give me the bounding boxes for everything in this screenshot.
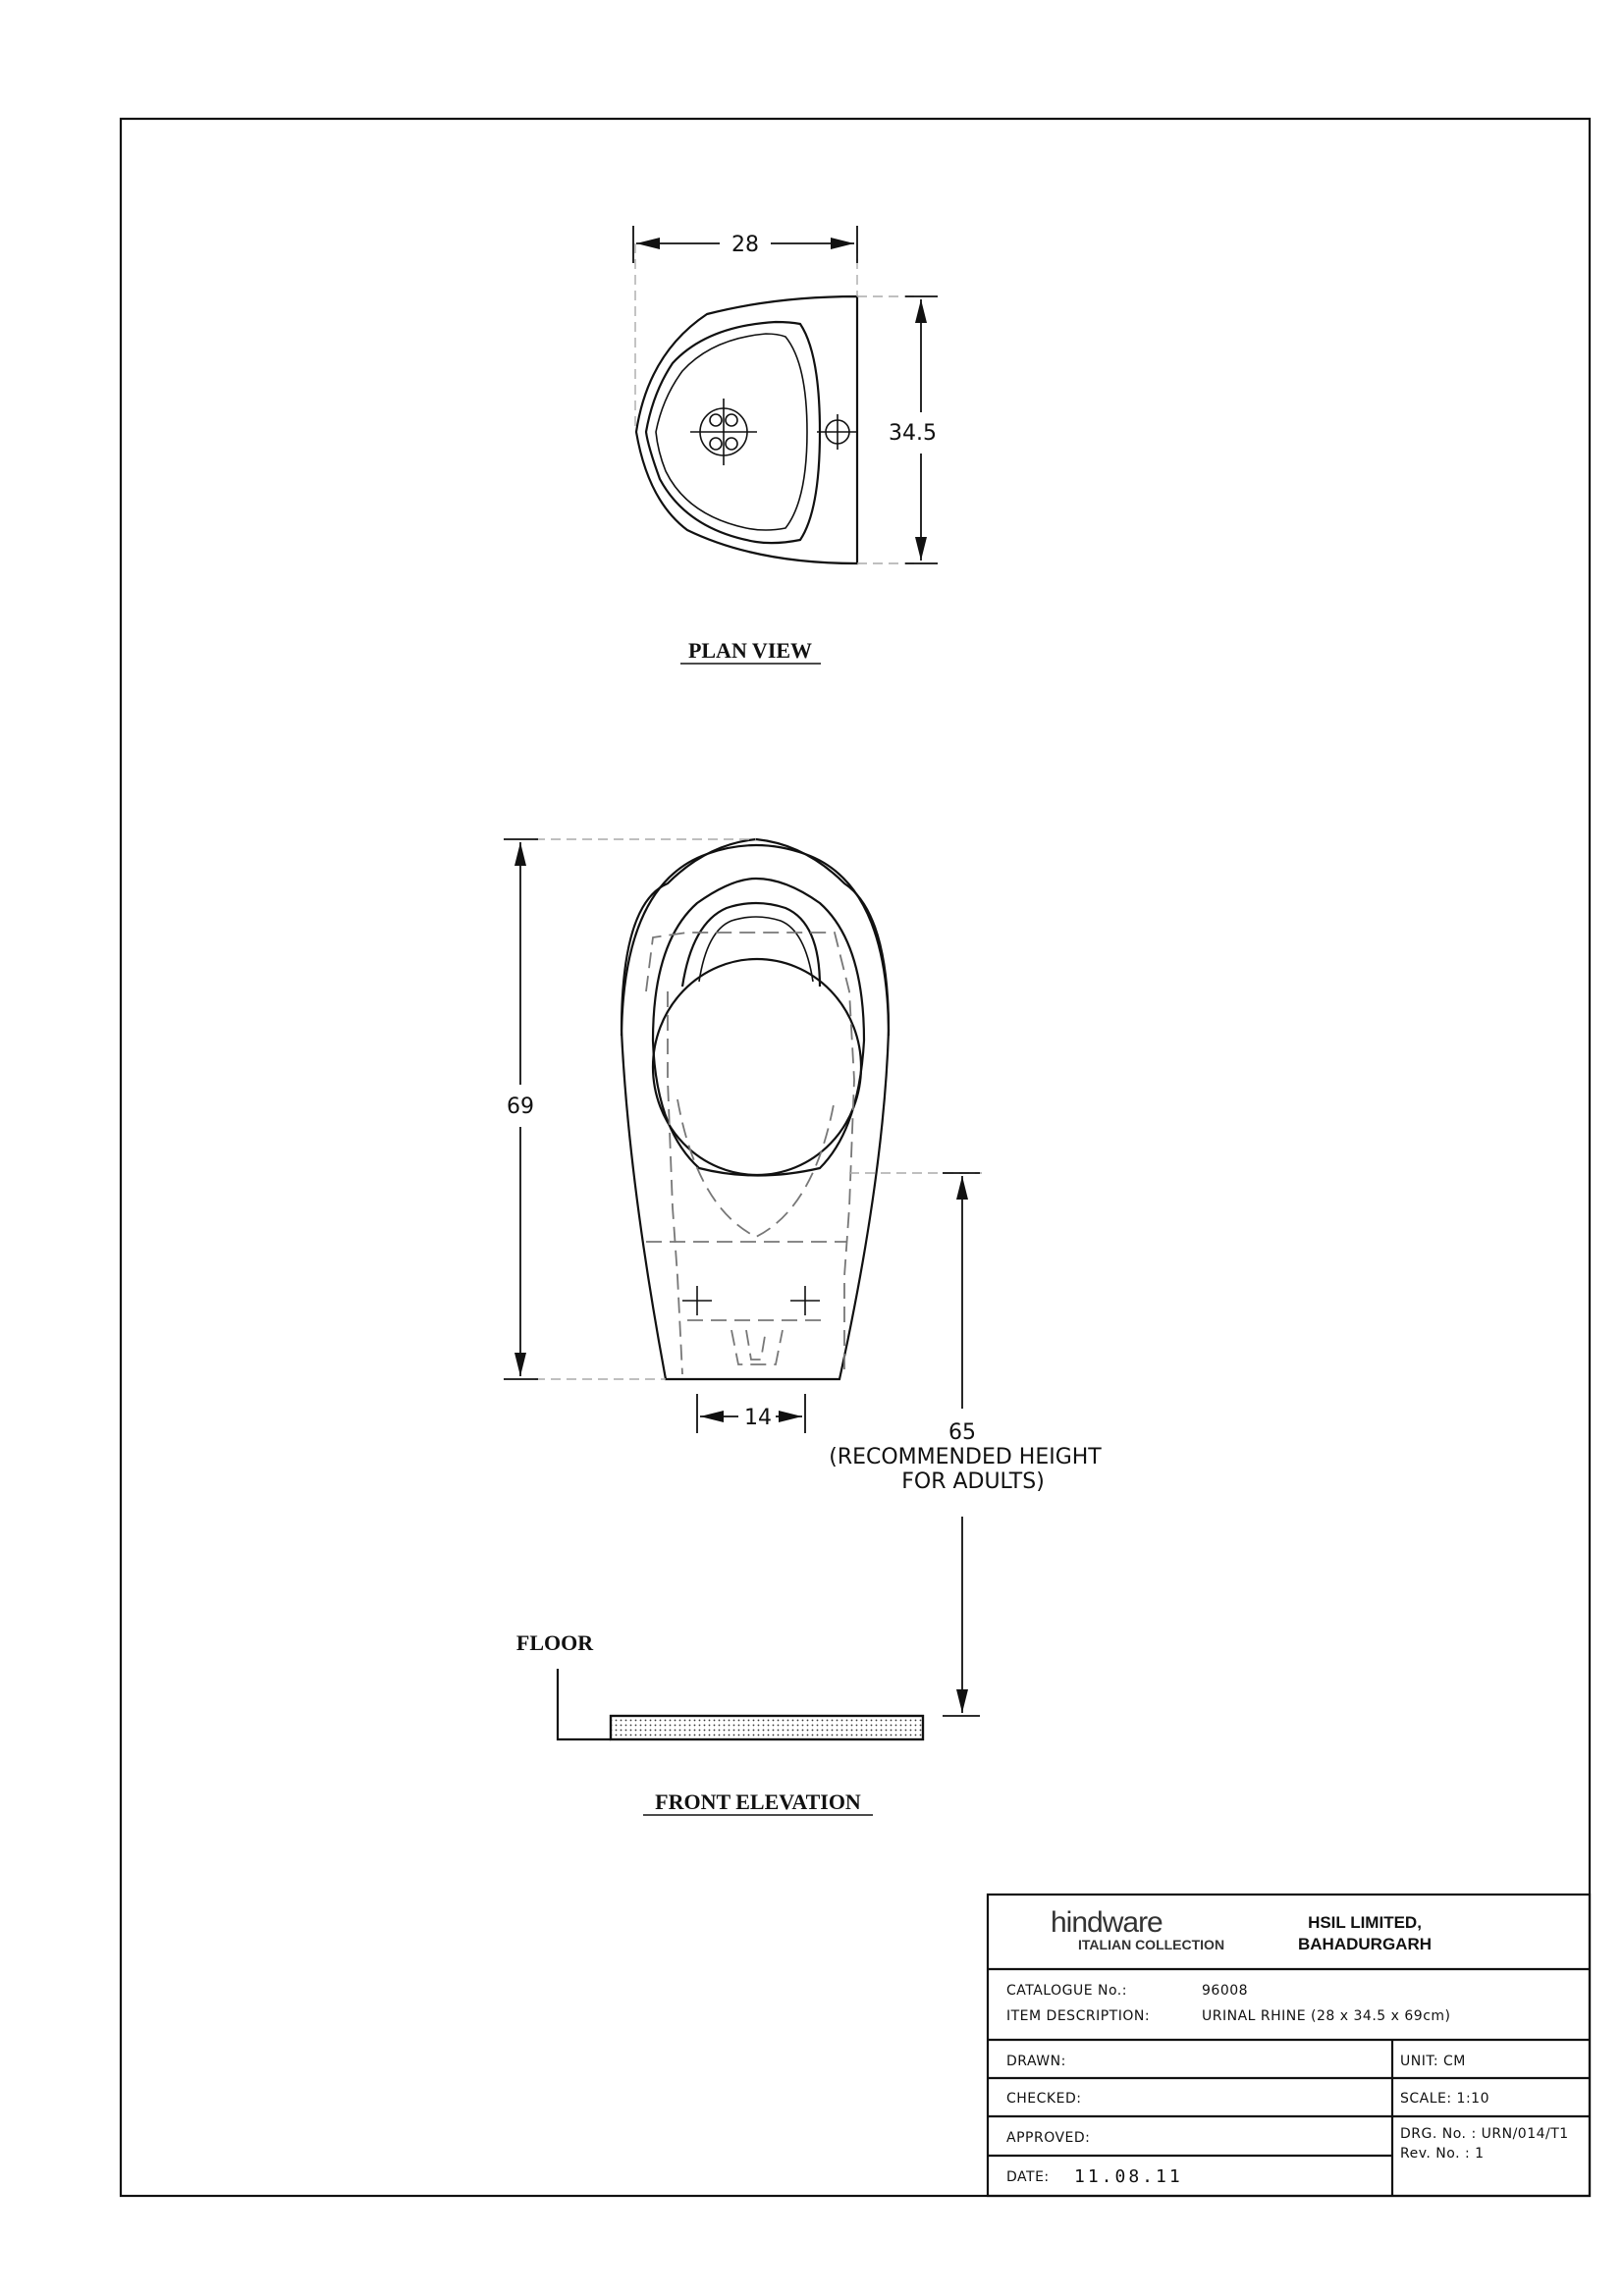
unit-value: UNIT: CM (1400, 2054, 1466, 2069)
inlet-spacing-dimension: 14 (744, 1406, 772, 1430)
floor-label: FLOOR (515, 1630, 594, 1655)
brand-logo-subtitle: ITALIAN COLLECTION (1078, 1937, 1225, 1952)
drawing-number: DRG. No. : URN/014/T1 (1400, 2126, 1569, 2142)
front-elevation (504, 839, 982, 1739)
item-description-label: ITEM DESCRIPTION: (1006, 2008, 1151, 2024)
rim-height-note-line1: (RECOMMENDED HEIGHT (829, 1445, 1102, 1469)
drawing-border (121, 119, 1590, 2196)
item-description-value: URINAL RHINE (28 x 34.5 x 69cm) (1202, 2008, 1451, 2024)
plan-view (633, 226, 938, 563)
company-location: BAHADURGARH (1298, 1935, 1432, 1953)
approved-label: APPROVED: (1006, 2130, 1091, 2146)
plan-width-dimension: 28 (731, 233, 759, 257)
company-name: HSIL LIMITED, (1308, 1913, 1422, 1932)
brand-logo: hindware (1051, 1906, 1163, 1939)
plan-view-title: PLAN VIEW (687, 638, 813, 663)
front-elevation-title: FRONT ELEVATION (655, 1789, 861, 1814)
front-height-dimension: 69 (507, 1095, 534, 1119)
catalogue-value: 96008 (1202, 1983, 1249, 1999)
date-value: 11.08.11 (1074, 2166, 1183, 2187)
drawn-label: DRAWN: (1006, 2054, 1066, 2069)
scale-value: SCALE: 1:10 (1400, 2091, 1489, 2107)
floor-hatch (611, 1716, 923, 1739)
checked-label: CHECKED: (1006, 2091, 1082, 2107)
catalogue-label: CATALOGUE No.: (1006, 1983, 1127, 1999)
rim-height-dimension: 65 (948, 1420, 976, 1445)
revision-number: Rev. No. : 1 (1400, 2146, 1485, 2162)
rim-height-note-line2: FOR ADULTS) (901, 1469, 1045, 1494)
plan-depth-dimension: 34.5 (889, 421, 937, 446)
date-label: DATE: (1006, 2169, 1050, 2185)
